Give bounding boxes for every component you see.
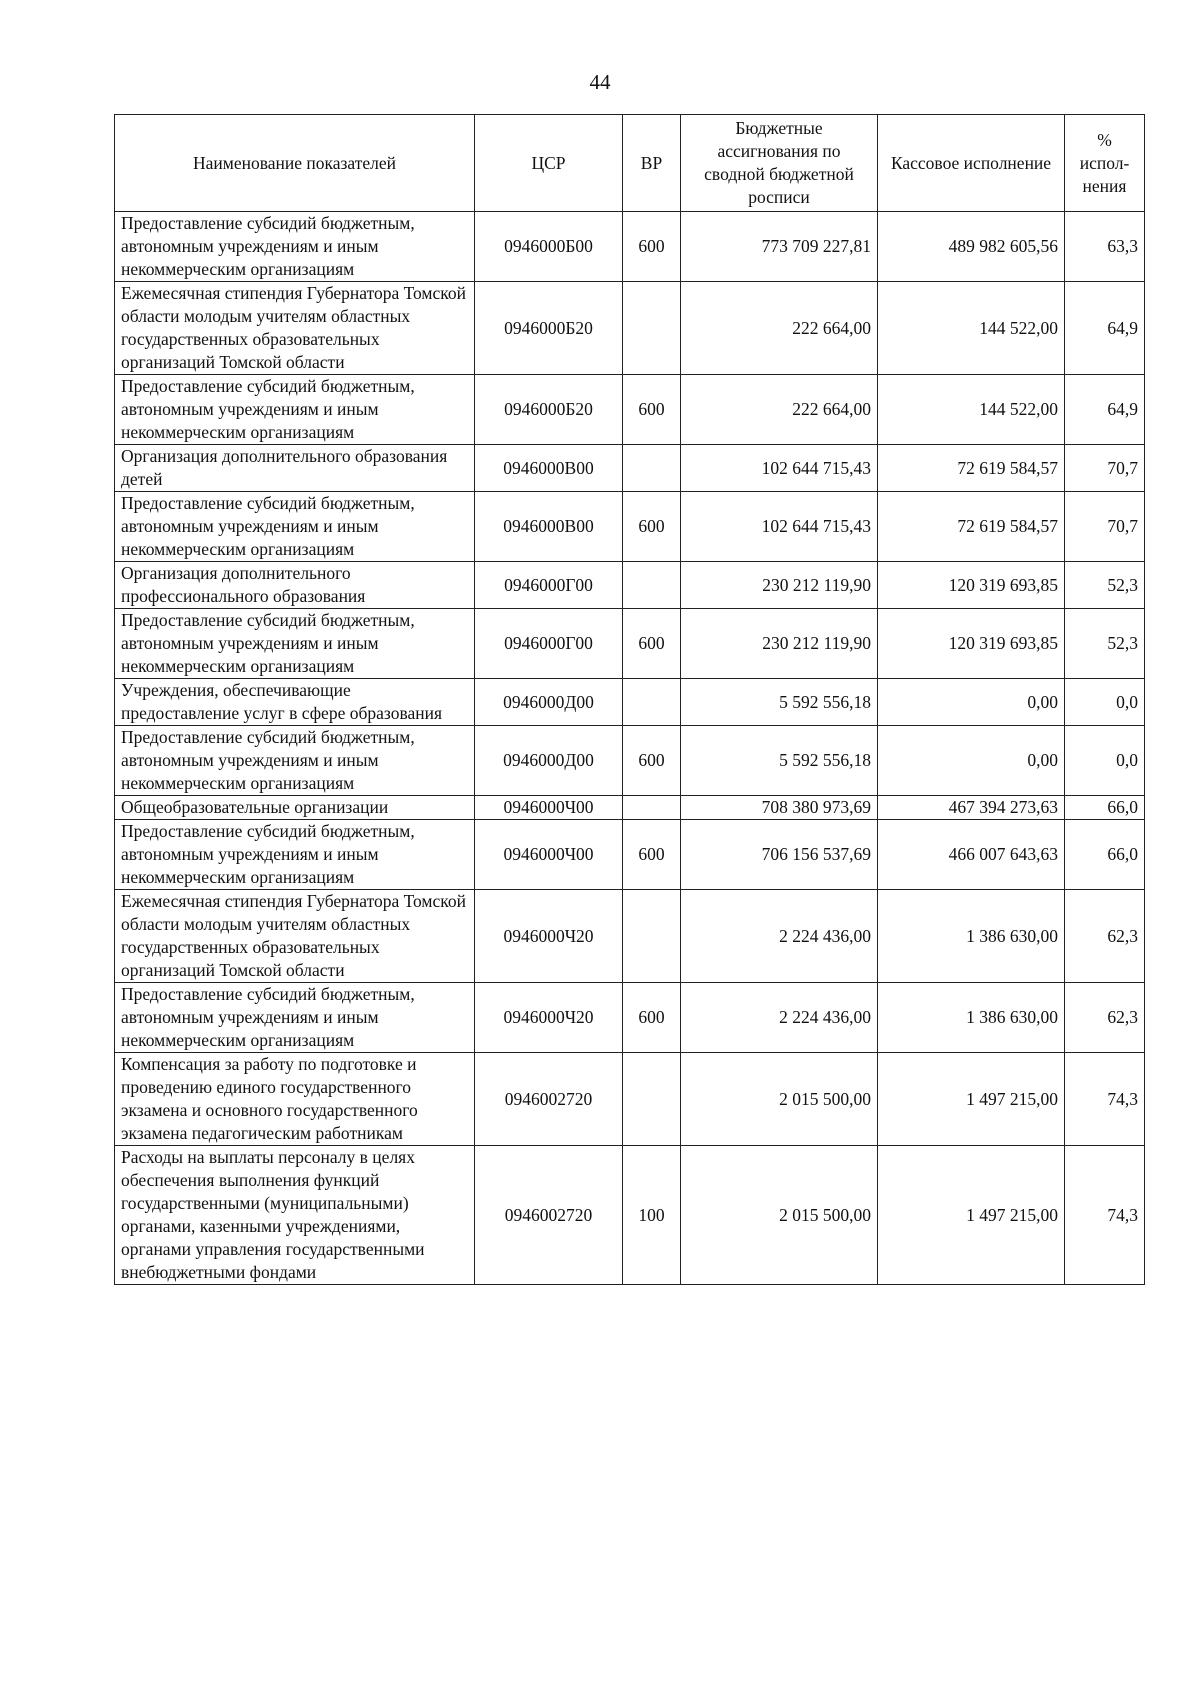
row-name: Предоставление субсидий бюджетным, автономным учреждениям и иным некоммерческим организациям bbox=[115, 492, 475, 562]
row-budget: 706 156 537,69 bbox=[681, 820, 878, 890]
page-number: 44 bbox=[589, 70, 611, 94]
table-row bbox=[115, 1053, 1145, 1146]
row-name: Общеобразовательные организации bbox=[115, 796, 475, 820]
row-vr bbox=[623, 679, 681, 726]
row-percent: 0,0 bbox=[1065, 726, 1145, 796]
row-csr: 0946000Г00 bbox=[475, 609, 623, 679]
table-row bbox=[115, 679, 1145, 726]
table-row bbox=[115, 375, 1145, 445]
row-budget: 5 592 556,18 bbox=[681, 726, 878, 796]
table-row bbox=[115, 983, 1145, 1053]
row-budget: 102 644 715,43 bbox=[681, 492, 878, 562]
row-percent: 63,3 bbox=[1065, 212, 1145, 282]
row-name: Компенсация за работу по подготовке и проведению единого государственного экзамена и основного государственного экзамена педагогическим работникам bbox=[115, 1053, 475, 1146]
row-budget: 2 224 436,00 bbox=[681, 983, 878, 1053]
table-row bbox=[115, 796, 1145, 820]
table-row bbox=[115, 609, 1145, 679]
row-vr bbox=[623, 796, 681, 820]
row-percent: 66,0 bbox=[1065, 820, 1145, 890]
row-vr bbox=[623, 890, 681, 983]
row-percent: 70,7 bbox=[1065, 445, 1145, 492]
row-name: Учреждения, обеспечивающие предоставление услуг в сфере образования bbox=[115, 679, 475, 726]
row-percent: 64,9 bbox=[1065, 375, 1145, 445]
row-cash: 0,00 bbox=[878, 679, 1065, 726]
row-name: Расходы на выплаты персоналу в целях обеспечения выполнения функций государственными (муниципальными) органами, казенными учреждениями, органами управления государственными внебюджетными фондами bbox=[115, 1146, 475, 1285]
row-percent: 66,0 bbox=[1065, 796, 1145, 820]
row-csr: 0946000Ч00 bbox=[475, 796, 623, 820]
row-budget: 5 592 556,18 bbox=[681, 679, 878, 726]
row-vr: 100 bbox=[623, 1146, 681, 1285]
header-percent: % испол-нения bbox=[1065, 115, 1145, 212]
row-name: Ежемесячная стипендия Губернатора Томской области молодым учителям областных государственных образовательных организаций Томской области bbox=[115, 890, 475, 983]
row-percent: 0,0 bbox=[1065, 679, 1145, 726]
row-percent: 74,3 bbox=[1065, 1053, 1145, 1146]
row-budget: 2 015 500,00 bbox=[681, 1053, 878, 1146]
row-csr: 0946000Б00 bbox=[475, 212, 623, 282]
row-name: Ежемесячная стипендия Губернатора Томской области молодым учителям областных государственных образовательных организаций Томской области bbox=[115, 282, 475, 375]
row-cash: 1 497 215,00 bbox=[878, 1146, 1065, 1285]
row-budget: 222 664,00 bbox=[681, 282, 878, 375]
row-percent: 62,3 bbox=[1065, 983, 1145, 1053]
table-row bbox=[115, 282, 1145, 375]
row-cash: 466 007 643,63 bbox=[878, 820, 1065, 890]
row-percent: 70,7 bbox=[1065, 492, 1145, 562]
row-percent: 52,3 bbox=[1065, 562, 1145, 609]
row-cash: 489 982 605,56 bbox=[878, 212, 1065, 282]
row-cash: 467 394 273,63 bbox=[878, 796, 1065, 820]
row-csr: 0946000Ч20 bbox=[475, 890, 623, 983]
row-name: Предоставление субсидий бюджетным, автономным учреждениям и иным некоммерческим организациям bbox=[115, 375, 475, 445]
row-vr: 600 bbox=[623, 726, 681, 796]
row-cash: 144 522,00 bbox=[878, 282, 1065, 375]
row-csr: 0946000Д00 bbox=[475, 679, 623, 726]
row-csr: 0946002720 bbox=[475, 1146, 623, 1285]
row-cash: 0,00 bbox=[878, 726, 1065, 796]
row-vr bbox=[623, 1053, 681, 1146]
row-csr: 0946000В00 bbox=[475, 492, 623, 562]
budget-execution-table bbox=[114, 114, 1145, 1285]
row-name: Предоставление субсидий бюджетным, автономным учреждениям и иным некоммерческим организациям bbox=[115, 609, 475, 679]
row-budget: 102 644 715,43 bbox=[681, 445, 878, 492]
header-budget: Бюджетные ассигнования по сводной бюджетной росписи bbox=[681, 115, 878, 212]
row-csr: 0946000Ч00 bbox=[475, 820, 623, 890]
row-csr: 0946000Б20 bbox=[475, 282, 623, 375]
row-percent: 62,3 bbox=[1065, 890, 1145, 983]
row-budget: 222 664,00 bbox=[681, 375, 878, 445]
row-percent: 52,3 bbox=[1065, 609, 1145, 679]
row-cash: 144 522,00 bbox=[878, 375, 1065, 445]
table-body bbox=[115, 212, 1145, 1285]
row-cash: 72 619 584,57 bbox=[878, 492, 1065, 562]
table-row bbox=[115, 1146, 1145, 1285]
row-percent: 64,9 bbox=[1065, 282, 1145, 375]
row-csr: 0946000Г00 bbox=[475, 562, 623, 609]
row-budget: 773 709 227,81 bbox=[681, 212, 878, 282]
row-cash: 1 386 630,00 bbox=[878, 890, 1065, 983]
table-row bbox=[115, 445, 1145, 492]
row-csr: 0946000В00 bbox=[475, 445, 623, 492]
row-budget: 230 212 119,90 bbox=[681, 609, 878, 679]
row-cash: 120 319 693,85 bbox=[878, 562, 1065, 609]
row-name: Предоставление субсидий бюджетным, автономным учреждениям и иным некоммерческим организациям bbox=[115, 726, 475, 796]
row-budget: 2 015 500,00 bbox=[681, 1146, 878, 1285]
row-csr: 0946002720 bbox=[475, 1053, 623, 1146]
row-name: Предоставление субсидий бюджетным, автономным учреждениям и иным некоммерческим организациям bbox=[115, 212, 475, 282]
row-percent: 74,3 bbox=[1065, 1146, 1145, 1285]
table-row bbox=[115, 890, 1145, 983]
row-csr: 0946000Ч20 bbox=[475, 983, 623, 1053]
table-row bbox=[115, 562, 1145, 609]
header-name: Наименование показателей bbox=[115, 115, 475, 212]
row-vr: 600 bbox=[623, 983, 681, 1053]
row-name: Организация дополнительного профессионального образования bbox=[115, 562, 475, 609]
row-name: Предоставление субсидий бюджетным, автономным учреждениям и иным некоммерческим организациям bbox=[115, 820, 475, 890]
table-header-row bbox=[115, 115, 1145, 212]
header-cash: Кассовое исполнение bbox=[878, 115, 1065, 212]
row-csr: 0946000Д00 bbox=[475, 726, 623, 796]
row-cash: 120 319 693,85 bbox=[878, 609, 1065, 679]
row-name: Предоставление субсидий бюджетным, автономным учреждениям и иным некоммерческим организациям bbox=[115, 983, 475, 1053]
row-name: Организация дополнительного образования детей bbox=[115, 445, 475, 492]
row-cash: 72 619 584,57 bbox=[878, 445, 1065, 492]
row-cash: 1 386 630,00 bbox=[878, 983, 1065, 1053]
header-vr: ВР bbox=[623, 115, 681, 212]
header-csr: ЦСР bbox=[475, 115, 623, 212]
row-budget: 230 212 119,90 bbox=[681, 562, 878, 609]
table-row bbox=[115, 492, 1145, 562]
table-row bbox=[115, 726, 1145, 796]
row-vr: 600 bbox=[623, 375, 681, 445]
table-row bbox=[115, 212, 1145, 282]
row-vr bbox=[623, 282, 681, 375]
row-budget: 708 380 973,69 bbox=[681, 796, 878, 820]
table-row bbox=[115, 820, 1145, 890]
row-cash: 1 497 215,00 bbox=[878, 1053, 1065, 1146]
row-vr: 600 bbox=[623, 212, 681, 282]
row-vr bbox=[623, 445, 681, 492]
row-vr bbox=[623, 562, 681, 609]
row-vr: 600 bbox=[623, 820, 681, 890]
row-vr: 600 bbox=[623, 492, 681, 562]
row-budget: 2 224 436,00 bbox=[681, 890, 878, 983]
row-vr: 600 bbox=[623, 609, 681, 679]
row-csr: 0946000Б20 bbox=[475, 375, 623, 445]
